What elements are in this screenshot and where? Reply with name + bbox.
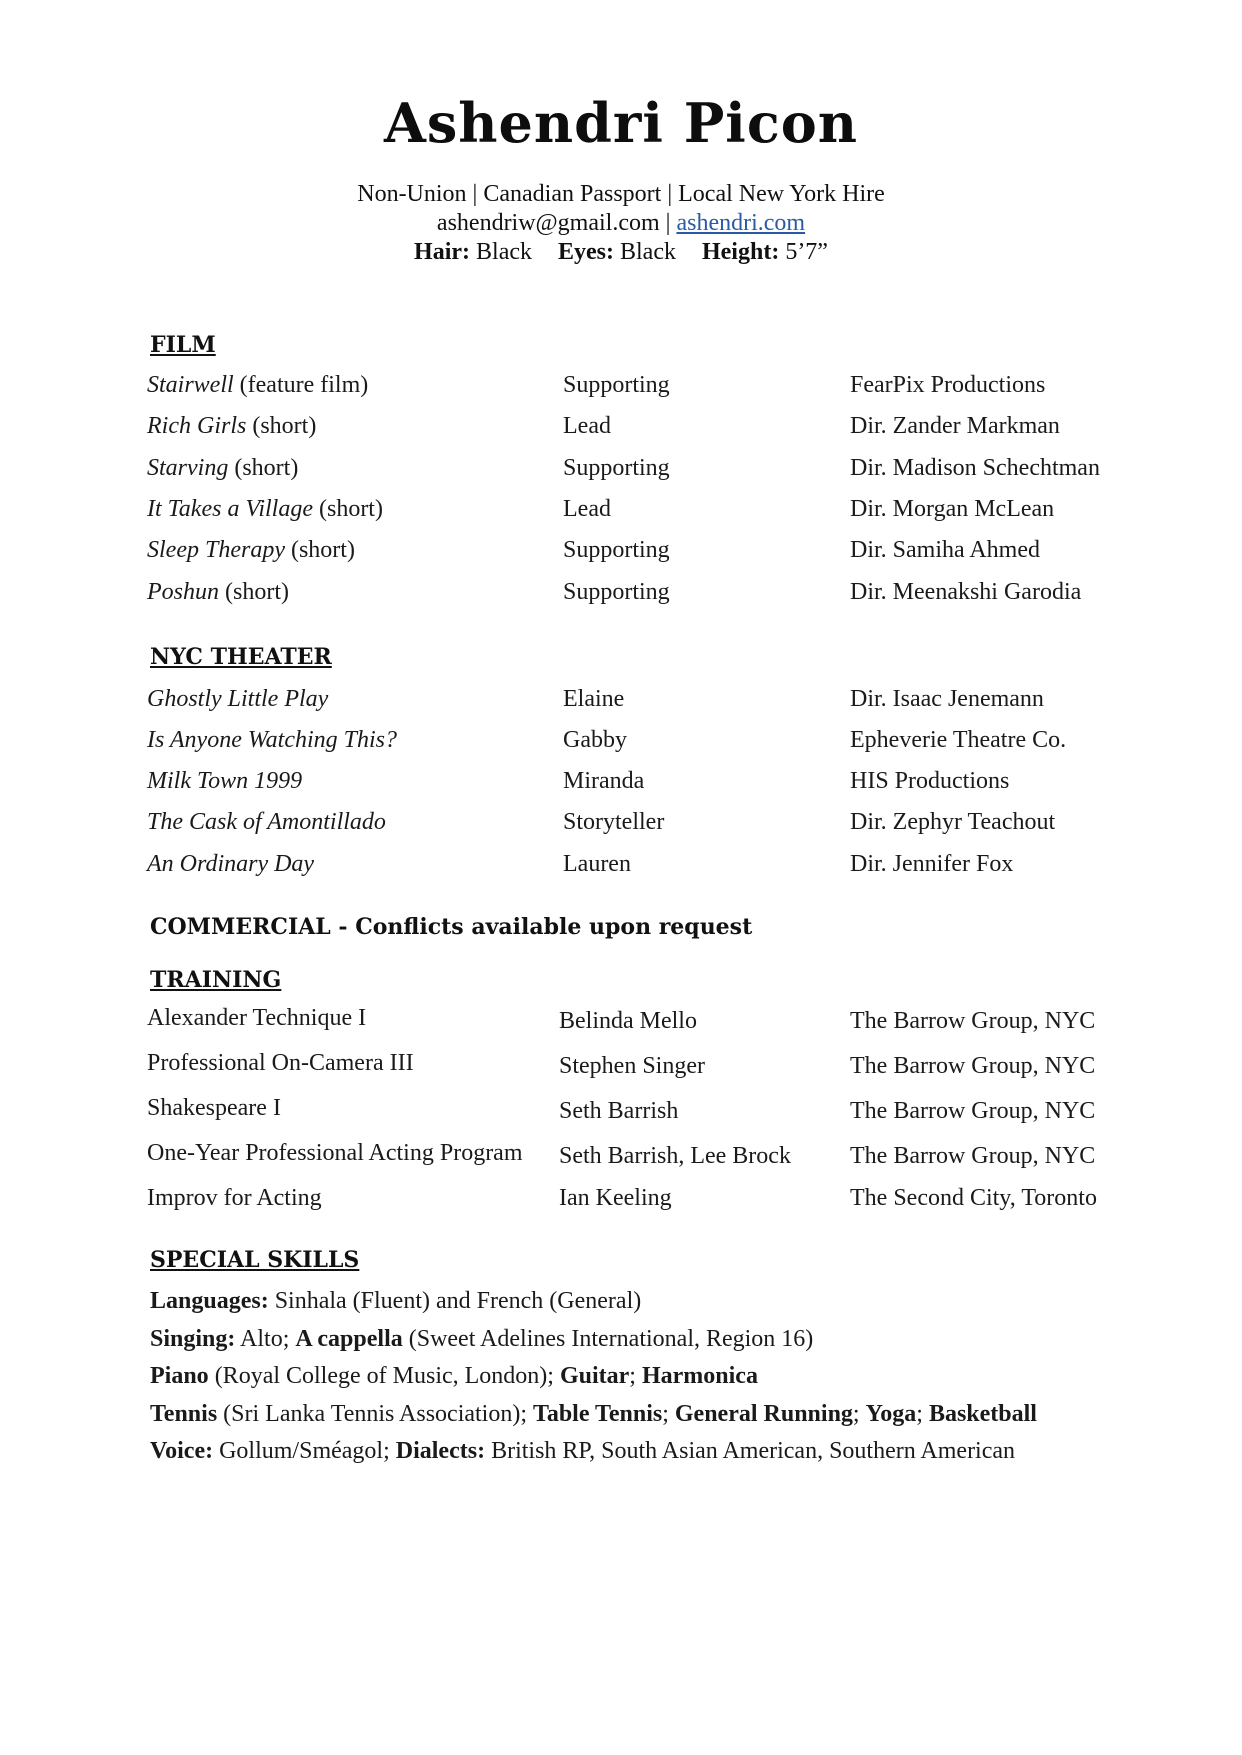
- skill-detail: ;: [852, 1400, 866, 1427]
- skill-detail: ;: [662, 1400, 675, 1427]
- training-teacher: Seth Barrish, Lee Brock: [559, 1143, 791, 1169]
- skill-line-singing: [150, 1321, 1037, 1359]
- film-title: Stairwell: [147, 372, 234, 398]
- film-row: [0, 414, 1242, 444]
- film-note: (short): [318, 496, 383, 522]
- film-company: Dir. Morgan McLean: [850, 496, 1055, 522]
- theater-row: [0, 810, 1242, 840]
- film-title: Starving: [147, 455, 229, 481]
- theater-role: Miranda: [563, 768, 645, 794]
- training-row: [0, 1186, 1242, 1216]
- skill-detail: ;: [916, 1400, 929, 1427]
- eyes-value: Black: [620, 239, 676, 265]
- training-section-title: TRAINING: [150, 967, 282, 993]
- training-course: Improv for Acting: [147, 1185, 322, 1211]
- film-title: It Takes a Village: [147, 496, 313, 522]
- film-title-cell: [147, 538, 355, 562]
- theater-company: HIS Productions: [850, 768, 1010, 794]
- theater-title: Ghostly Little Play: [147, 686, 329, 712]
- film-role: Lead: [563, 413, 611, 439]
- theater-title: The Cask of Amontillado: [147, 809, 386, 835]
- film-title-cell: [147, 580, 289, 604]
- training-school: The Barrow Group, NYC: [850, 1053, 1096, 1079]
- film-note: (short): [252, 413, 317, 439]
- film-row: [0, 456, 1242, 486]
- film-note: (short): [290, 537, 355, 563]
- theater-role: Elaine: [563, 686, 625, 712]
- theater-row: [0, 769, 1242, 799]
- theater-role: Gabby: [563, 727, 627, 753]
- skill-detail: British RP, South Asian American, Southern American: [485, 1438, 1016, 1464]
- theater-title: Is Anyone Watching This?: [147, 727, 397, 753]
- training-course: Shakespeare I: [147, 1095, 281, 1121]
- height-value: 5’7”: [785, 239, 828, 265]
- training-teacher: Belinda Mello: [559, 1008, 697, 1034]
- training-school: The Barrow Group, NYC: [850, 1098, 1096, 1124]
- theater-role: Lauren: [563, 851, 631, 877]
- hair-label: Hair:: [414, 239, 471, 265]
- eyes-label: Eyes:: [558, 239, 614, 265]
- training-course: One-Year Professional Acting Program: [147, 1140, 523, 1166]
- skill-keyword: General Running: [674, 1400, 853, 1427]
- film-company: Dir. Zander Markman: [850, 413, 1060, 439]
- skill-keyword: A cappella: [295, 1325, 403, 1352]
- training-school: The Second City, Toronto: [850, 1185, 1097, 1211]
- skill-keyword: Tennis: [150, 1400, 218, 1427]
- contact-separator: |: [659, 210, 677, 236]
- contact-line: [0, 211, 1242, 235]
- skill-line-instruments: [150, 1358, 1037, 1396]
- training-course: Professional On-Camera III: [147, 1050, 414, 1076]
- film-role: Lead: [563, 496, 611, 522]
- height-label: Height:: [701, 239, 780, 265]
- training-teacher: Ian Keeling: [559, 1185, 672, 1211]
- skill-keyword: Languages:: [150, 1288, 269, 1314]
- film-note: (short): [234, 455, 299, 481]
- actor-name: Ashendri Picon: [384, 91, 858, 155]
- film-company: Dir. Madison Schechtman: [850, 455, 1100, 481]
- commercial-section-title: COMMERCIAL - Conflicts available upon request: [150, 914, 753, 940]
- film-company: Dir. Meenakshi Garodia: [850, 579, 1082, 605]
- skill-keyword: Guitar: [559, 1363, 630, 1389]
- theater-role: Storyteller: [563, 809, 665, 835]
- training-school: The Barrow Group, NYC: [850, 1008, 1096, 1034]
- skill-keyword: Voice:: [150, 1438, 214, 1464]
- film-role: Supporting: [563, 372, 670, 398]
- training-row: [0, 1141, 1242, 1171]
- skill-detail: Sinhala (Fluent) and French (General): [268, 1288, 642, 1314]
- film-row: [0, 373, 1242, 403]
- website-link[interactable]: ashendri.com: [676, 210, 806, 236]
- skills-section-title: SPECIAL SKILLS: [150, 1247, 360, 1273]
- skill-detail: Gollum/Sméagol;: [213, 1438, 396, 1464]
- skill-line-languages: [150, 1283, 1037, 1321]
- union-status-line: Non-Union | Canadian Passport | Local New York Hire: [357, 181, 885, 207]
- hair-value: Black: [476, 239, 532, 265]
- skill-detail: (Sweet Adelines International, Region 16): [402, 1325, 814, 1352]
- theater-company: Dir. Zephyr Teachout: [850, 809, 1056, 835]
- skill-line-sports: [150, 1396, 1037, 1434]
- training-row: [0, 1051, 1242, 1081]
- theater-row: [0, 687, 1242, 717]
- film-section-title: FILM: [150, 332, 216, 358]
- skill-keyword: Yoga: [865, 1400, 917, 1427]
- theater-company: Dir. Jennifer Fox: [850, 851, 1014, 877]
- skill-line-voice: [150, 1433, 1037, 1471]
- skill-detail: ;: [629, 1363, 642, 1389]
- theater-title: Milk Town 1999: [147, 768, 303, 794]
- film-row: [0, 497, 1242, 527]
- film-title-cell: [147, 373, 368, 397]
- theater-section-title: NYC THEATER: [150, 644, 332, 670]
- training-row: [0, 1006, 1242, 1036]
- training-row: [0, 1096, 1242, 1126]
- theater-title: An Ordinary Day: [147, 851, 315, 877]
- skill-keyword: Basketball: [928, 1400, 1037, 1427]
- film-title: Sleep Therapy: [147, 537, 285, 563]
- film-row: [0, 538, 1242, 568]
- skill-detail: (Royal College of Music, London);: [208, 1363, 560, 1389]
- film-note: (short): [225, 579, 289, 605]
- theater-company: Dir. Isaac Jenemann: [850, 686, 1044, 712]
- film-role: Supporting: [563, 537, 670, 563]
- skill-keyword: Piano: [150, 1363, 209, 1389]
- physical-stats-line: [0, 240, 1242, 264]
- skill-keyword: Dialects:: [395, 1438, 486, 1464]
- film-title: Rich Girls: [147, 413, 247, 439]
- skill-keyword: Singing:: [150, 1325, 236, 1352]
- training-teacher: Seth Barrish: [559, 1098, 679, 1124]
- skills-list: [150, 1283, 1037, 1471]
- skill-keyword: Table Tennis: [533, 1400, 663, 1427]
- training-teacher: Stephen Singer: [559, 1053, 705, 1079]
- theater-row: [0, 852, 1242, 882]
- film-note: (feature film): [239, 372, 369, 398]
- skill-detail: (Sri Lanka Tennis Association);: [217, 1400, 534, 1427]
- film-row: [0, 580, 1242, 610]
- skill-detail: Alto;: [235, 1325, 296, 1352]
- email-text: ashendriw@gmail.com: [436, 210, 660, 236]
- film-title-cell: [147, 456, 298, 480]
- film-company: FearPix Productions: [850, 372, 1046, 398]
- theater-company: Epheverie Theatre Co.: [850, 727, 1067, 753]
- film-title-cell: [147, 414, 316, 438]
- training-school: The Barrow Group, NYC: [850, 1143, 1096, 1169]
- film-role: Supporting: [563, 455, 670, 481]
- film-title-cell: [147, 497, 383, 521]
- film-company: Dir. Samiha Ahmed: [850, 537, 1040, 563]
- training-course: Alexander Technique I: [147, 1005, 367, 1031]
- film-role: Supporting: [563, 579, 670, 605]
- film-title: Poshun: [147, 579, 219, 605]
- theater-row: [0, 728, 1242, 758]
- skill-keyword: Harmonica: [641, 1363, 758, 1389]
